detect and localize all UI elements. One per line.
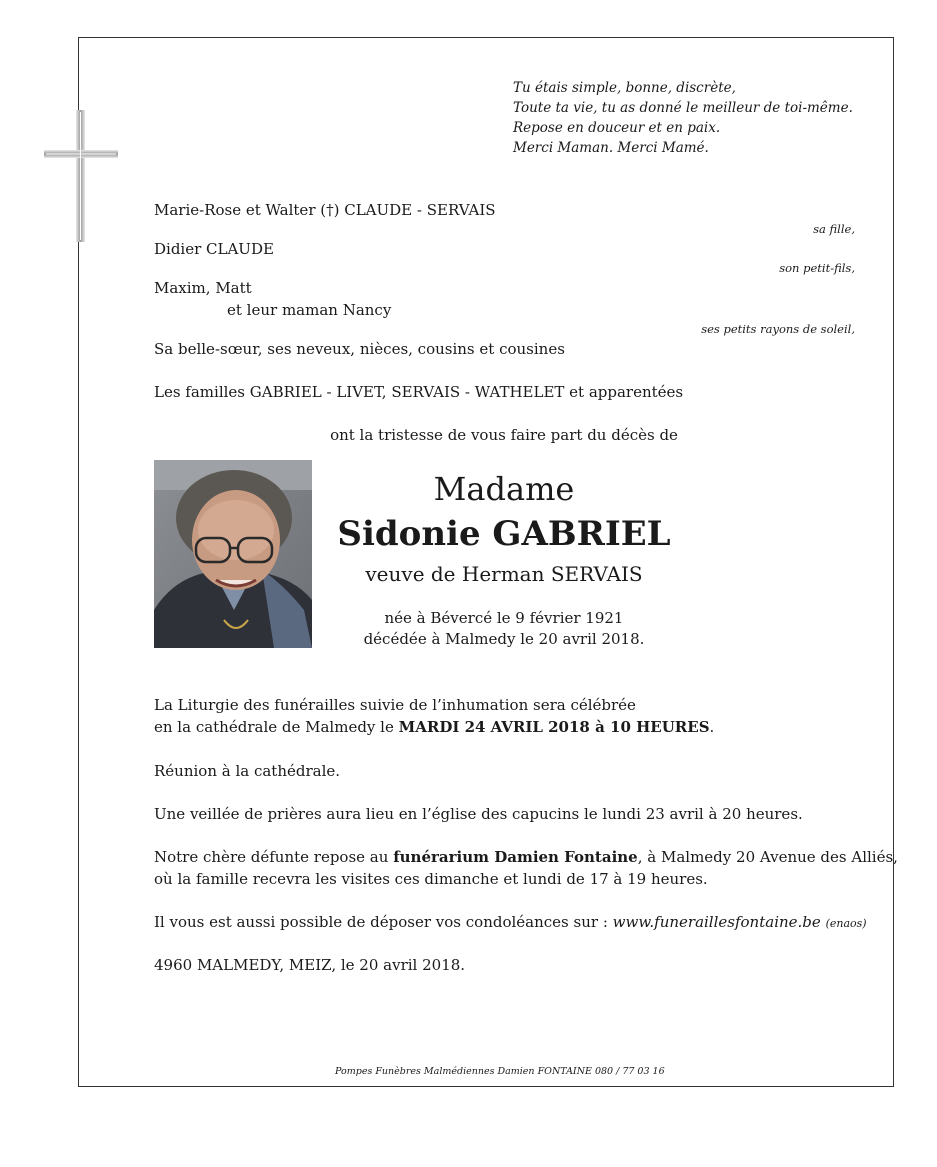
condolence-text: Il vous est aussi possible de déposer vos condoléances sur :: [154, 913, 613, 931]
funeral-home-line: où la famille recevra les visites ces dimanche et lundi de 17 à 19 heures.: [154, 870, 708, 888]
salutation: Madame: [433, 470, 575, 508]
announcement: ont la tristesse de vous faire part du décès de: [330, 426, 678, 444]
funeral-line: [154, 716, 714, 738]
condolence-note: (enaos): [825, 917, 867, 930]
gathering-text: Réunion à la cathédrale.: [154, 762, 341, 780]
deceased-name: Sidonie GABRIEL: [337, 514, 671, 554]
poem-line: Tu étais simple, bonne, discrète,: [513, 80, 736, 96]
cross-icon: [44, 110, 118, 242]
condolence-url[interactable]: www.funeraillesfontaine.be: [612, 913, 821, 931]
funeral-date: MARDI 24 AVRIL 2018 à 10 HEURES: [398, 718, 710, 736]
poem-line: Toute ta vie, tu as donné le meilleur de toi-même.: [513, 100, 853, 116]
funeral-text: .: [709, 718, 715, 736]
funeral-home-text: Notre chère défunte repose au: [154, 848, 394, 866]
birth-info: née à Bévercé le 9 février 1921: [384, 609, 624, 627]
funeral-home-paragraph: [154, 846, 898, 890]
family-role: sa fille,: [813, 222, 855, 236]
poem-line: Repose en douceur et en paix.: [513, 120, 721, 136]
funeral-home-text: , à Malmedy 20 Avenue des Alliés,: [637, 848, 898, 866]
family-line: Didier CLAUDE: [154, 240, 274, 258]
family-line: Les familles GABRIEL - LIVET, SERVAIS - WATHELET et apparentées: [154, 383, 684, 401]
family-line: Marie-Rose et Walter (†) CLAUDE - SERVAIS: [154, 201, 496, 219]
family-role: ses petits rayons de soleil,: [701, 322, 855, 336]
place-date: 4960 MALMEDY, MEIZ, le 20 avril 2018.: [154, 956, 466, 974]
funeral-text: en la cathédrale de Malmedy le: [154, 718, 399, 736]
family-line: et leur maman Nancy: [227, 301, 392, 319]
poem: [513, 78, 853, 158]
family-line: Maxim, Matt: [154, 279, 252, 297]
vigil-text: Une veillée de prières aura lieu en l’église des capucins le lundi 23 avril à 20 heures.: [154, 805, 803, 823]
condolence-line: [154, 911, 867, 935]
funeral-home-name: funérarium Damien Fontaine: [393, 848, 638, 866]
family-role: son petit-fils,: [779, 261, 855, 275]
footer: Pompes Funèbres Malmédiennes Damien FONTAINE 080 / 77 03 16: [335, 1066, 665, 1077]
funeral-paragraph: [154, 694, 714, 738]
widow-of: veuve de Herman SERVAIS: [365, 562, 643, 586]
family-line: Sa belle-sœur, ses neveux, nièces, cousins et cousines: [154, 340, 565, 358]
death-info: décédée à Malmedy le 20 avril 2018.: [363, 630, 645, 648]
funeral-line: La Liturgie des funérailles suivie de l’inhumation sera célébrée: [154, 696, 636, 714]
funeral-home-line: [154, 846, 898, 868]
poem-line: Merci Maman. Merci Mamé.: [513, 140, 709, 156]
